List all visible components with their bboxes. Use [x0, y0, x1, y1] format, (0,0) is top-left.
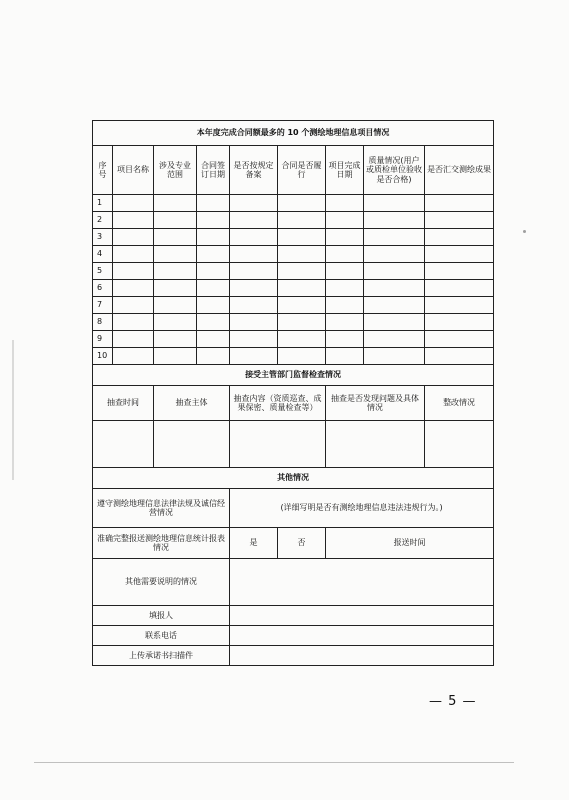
- table-cell[interactable]: [154, 246, 197, 263]
- table-cell[interactable]: [425, 280, 494, 297]
- table-cell[interactable]: [425, 331, 494, 348]
- table-title: 本年度完成合同额最多的 10 个测绘地理信息项目情况: [93, 121, 494, 146]
- table-cell[interactable]: [326, 348, 364, 365]
- table-cell[interactable]: [230, 348, 278, 365]
- row-number: 1: [93, 195, 113, 212]
- row-number: 2: [93, 212, 113, 229]
- table-cell[interactable]: [113, 280, 154, 297]
- table-cell[interactable]: [230, 297, 278, 314]
- table-row: [93, 331, 494, 348]
- table-cell[interactable]: [425, 348, 494, 365]
- table-cell[interactable]: [154, 297, 197, 314]
- table-cell[interactable]: [197, 280, 230, 297]
- table-row: [93, 212, 494, 229]
- header-completion-date: 项目完成日期: [326, 146, 364, 195]
- table-cell[interactable]: [278, 229, 326, 246]
- table-cell[interactable]: [326, 212, 364, 229]
- header-filed: 是否按规定备案: [230, 146, 278, 195]
- table-cell[interactable]: [364, 263, 425, 280]
- scan-bottom-line: [34, 762, 514, 763]
- law-compliance-note[interactable]: (详细写明是否有测绘地理信息违法违规行为。): [230, 489, 494, 528]
- table-cell[interactable]: [113, 348, 154, 365]
- header-project-name: 项目名称: [113, 146, 154, 195]
- row-number: 8: [93, 314, 113, 331]
- table-cell[interactable]: [113, 246, 154, 263]
- table-cell[interactable]: [154, 314, 197, 331]
- filler-label: 填报人: [93, 606, 230, 626]
- table-cell[interactable]: [154, 280, 197, 297]
- filler-field[interactable]: [230, 606, 494, 626]
- table-cell[interactable]: [326, 314, 364, 331]
- table-cell[interactable]: [154, 331, 197, 348]
- table-cell[interactable]: [326, 297, 364, 314]
- table-cell[interactable]: [278, 263, 326, 280]
- table-cell[interactable]: [425, 297, 494, 314]
- row-number: 9: [93, 331, 113, 348]
- table-cell[interactable]: [326, 263, 364, 280]
- table-cell[interactable]: [425, 195, 494, 212]
- header-rectification: 整改情况: [425, 386, 494, 421]
- table-cell[interactable]: [230, 229, 278, 246]
- table-cell[interactable]: [425, 212, 494, 229]
- supervision-section-title: 接受主管部门监督检查情况: [93, 365, 494, 386]
- report-status-label: 准确完整报送测绘地理信息统计报表情况: [93, 528, 230, 559]
- table-cell[interactable]: [197, 195, 230, 212]
- table-cell[interactable]: [197, 212, 230, 229]
- problems-found-cell[interactable]: [326, 421, 425, 468]
- table-cell[interactable]: [425, 246, 494, 263]
- table-cell[interactable]: [364, 280, 425, 297]
- inspection-content-cell[interactable]: [230, 421, 326, 468]
- header-quality: 质量情况(用户或质检单位验收是否合格): [364, 146, 425, 195]
- table-cell[interactable]: [113, 212, 154, 229]
- table-cell[interactable]: [425, 314, 494, 331]
- row-number: 4: [93, 246, 113, 263]
- header-scope: 涉及专业范围: [154, 146, 197, 195]
- table-cell[interactable]: [278, 212, 326, 229]
- table-cell[interactable]: [278, 297, 326, 314]
- upload-field[interactable]: [230, 646, 494, 666]
- table-cell[interactable]: [278, 280, 326, 297]
- table-cell[interactable]: [113, 331, 154, 348]
- table-cell[interactable]: [278, 195, 326, 212]
- table-cell[interactable]: [113, 314, 154, 331]
- table-cell[interactable]: [425, 263, 494, 280]
- header-contract-date: 合同签订日期: [197, 146, 230, 195]
- table-cell[interactable]: [230, 195, 278, 212]
- inspection-subject-cell[interactable]: [154, 421, 230, 468]
- header-submitted: 是否汇交测绘成果: [425, 146, 494, 195]
- table-cell[interactable]: [364, 229, 425, 246]
- table-cell[interactable]: [197, 297, 230, 314]
- header-inspection-subject: 抽查主体: [154, 386, 230, 421]
- rectification-cell[interactable]: [425, 421, 494, 468]
- table-cell[interactable]: [425, 229, 494, 246]
- page-number: — 5 —: [429, 694, 477, 709]
- table-row: [93, 195, 494, 212]
- other-section-title: 其他情况: [93, 468, 494, 489]
- table-row: [93, 348, 494, 365]
- table-cell[interactable]: [197, 229, 230, 246]
- table-row: [93, 229, 494, 246]
- table-cell[interactable]: [230, 331, 278, 348]
- table-cell[interactable]: [364, 212, 425, 229]
- table-cell[interactable]: [113, 297, 154, 314]
- table-cell[interactable]: [326, 229, 364, 246]
- header-performed: 合同是否履行: [278, 146, 326, 195]
- report-yes-option[interactable]: 是: [230, 528, 278, 559]
- supervision-entry-row: [93, 421, 494, 468]
- table-row: [93, 263, 494, 280]
- row-number: 5: [93, 263, 113, 280]
- table-cell[interactable]: [364, 314, 425, 331]
- table-cell[interactable]: [230, 280, 278, 297]
- header-problems-found: 抽查是否发现问题及具体情况: [326, 386, 425, 421]
- table-cell[interactable]: [278, 314, 326, 331]
- table-cell[interactable]: [197, 263, 230, 280]
- law-compliance-label: 遵守测绘地理信息法律法规及诚信经营情况: [93, 489, 230, 528]
- table-cell[interactable]: [326, 280, 364, 297]
- table-cell[interactable]: [113, 195, 154, 212]
- other-notes-field[interactable]: [230, 559, 494, 606]
- table-cell[interactable]: [278, 348, 326, 365]
- table-cell[interactable]: [197, 314, 230, 331]
- table-cell[interactable]: [154, 212, 197, 229]
- header-inspection-time: 抽查时间: [93, 386, 154, 421]
- phone-field[interactable]: [230, 626, 494, 646]
- table-cell[interactable]: [197, 331, 230, 348]
- phone-label: 联系电话: [93, 626, 230, 646]
- table-cell[interactable]: [154, 348, 197, 365]
- scan-edge-mark: [12, 340, 14, 480]
- other-notes-label: 其他需要说明的情况: [93, 559, 230, 606]
- report-time-field[interactable]: 报送时间: [326, 528, 494, 559]
- table-cell[interactable]: [364, 246, 425, 263]
- table-cell[interactable]: [197, 246, 230, 263]
- table-cell[interactable]: [326, 331, 364, 348]
- row-number: 3: [93, 229, 113, 246]
- table-cell[interactable]: [154, 229, 197, 246]
- header-inspection-content: 抽查内容（资质巡查、成果保密、质量检查等）: [230, 386, 326, 421]
- table-cell[interactable]: [154, 263, 197, 280]
- row-number: 7: [93, 297, 113, 314]
- project-info-table: [92, 120, 494, 666]
- inspection-time-cell[interactable]: [93, 421, 154, 468]
- table-cell[interactable]: [278, 246, 326, 263]
- table-cell[interactable]: [197, 348, 230, 365]
- table-cell[interactable]: [113, 263, 154, 280]
- table-cell[interactable]: [364, 348, 425, 365]
- table-cell[interactable]: [230, 314, 278, 331]
- table-cell[interactable]: [230, 263, 278, 280]
- table-row: [93, 297, 494, 314]
- table-cell[interactable]: [278, 331, 326, 348]
- header-serial: 序号: [93, 146, 113, 195]
- table-cell[interactable]: [113, 229, 154, 246]
- table-cell[interactable]: [364, 331, 425, 348]
- table-row: [93, 314, 494, 331]
- upload-label: 上传承诺书扫描件: [93, 646, 230, 666]
- table-cell[interactable]: [364, 297, 425, 314]
- report-no-option[interactable]: 否: [278, 528, 326, 559]
- table-cell[interactable]: [326, 195, 364, 212]
- table-row: [93, 246, 494, 263]
- table-cell[interactable]: [364, 195, 425, 212]
- row-number: 6: [93, 280, 113, 297]
- row-number: 10: [93, 348, 113, 365]
- scan-speck: [523, 230, 526, 233]
- table-cell[interactable]: [230, 212, 278, 229]
- table-row: [93, 280, 494, 297]
- table-cell[interactable]: [154, 195, 197, 212]
- table-cell[interactable]: [326, 246, 364, 263]
- table-cell[interactable]: [230, 246, 278, 263]
